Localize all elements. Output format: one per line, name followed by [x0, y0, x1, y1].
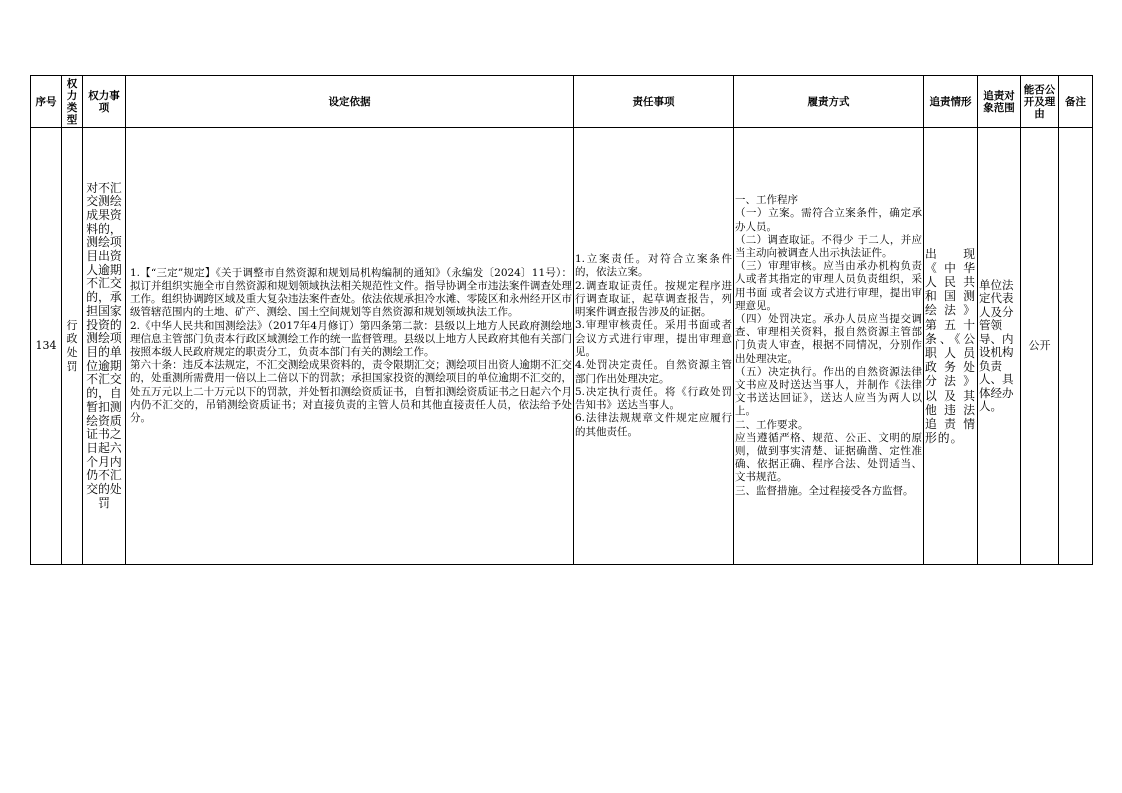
- row-scope: 单位法定代表人及分管领导、内设机构负责人、具体经办人。: [979, 277, 1014, 413]
- header-method: 履责方式: [734, 76, 924, 128]
- header-circumstances: 追责情形: [924, 76, 978, 128]
- duty-item: 4.处罚决定责任。自然资源主管部门作出处理决定。: [575, 359, 732, 385]
- method-line: 二、工作要求。: [735, 418, 809, 431]
- method-line: （四）处罚决定。承办人员应当提交调查、审理相关资料，报自然资源主管部门负责人审查，根据不同情况，分别作出处理决定。: [735, 312, 922, 365]
- cell-basis: [126, 128, 574, 565]
- basis-paragraph: 2.《中华人民共和国测绘法》（2017年4月修订）第四条第二款：县级以上地方人民政府测绘地理信息主管部门负责本行政区域测绘工作的统一监督管理。县级以上地方人民政府其他有关部门按照本级人民政府规定的职责分工，负责本部门有关的测绘工作。: [130, 319, 572, 358]
- header-basis: 设定依据: [126, 76, 574, 128]
- header-scope: 追责对象范围: [978, 76, 1021, 128]
- cell-disclosure: [1021, 128, 1059, 565]
- duty-item: 1.立案责任。对符合立案条件的，依法立案。: [575, 252, 732, 279]
- cell-circumstances: [924, 128, 978, 565]
- method-line: 应当遵循严格、规范、公正、文明的原则，做到事实清楚、证据确凿、定性准确、依据正确、程序合法、处罚适当、文书规范。: [735, 431, 922, 484]
- cell-scope: [978, 128, 1021, 565]
- row-disclosure: 公开: [1028, 339, 1051, 353]
- method-line: 一、工作程序: [735, 194, 798, 207]
- header-remarks: 备注: [1059, 76, 1093, 128]
- row-seq: 134: [35, 339, 57, 353]
- basis-paragraph: 1.【“三定”规定】《关于调整市自然资源和规划局机构编制的通知》（永编发〔2024〕11号）：拟订并组织实施全市自然资源和规划领域执法相关规范性文件。指导协调全市违法案件调查处理工作。组织协调跨区域及重大复杂违法案件查处。依法依规承担冷水滩、零陵区和永州经开区市级管辖范围内的土地、矿产、测绘、国土空间规划等自然资源和规划领域执法工作。: [130, 266, 572, 319]
- row-power-item: 对不汇交测绘成果资料的，测绘项目出资人逾期不汇交的，承担国家投资的测绘项目的单位逾期不汇交的，自暂扣测绘资质证书之日起六个月内仍不汇交的处罚: [86, 180, 122, 510]
- cell-power-type: [62, 128, 83, 565]
- row-power-type: 行政处罚: [66, 318, 78, 373]
- header-row: [31, 76, 1093, 128]
- table-row: [31, 128, 1093, 565]
- method-line: （二）调查取证。不得少 于二人，并应当主动向被调查人出示执法证件。: [735, 233, 922, 259]
- responsibility-table: [30, 75, 1093, 565]
- method-line: 三、监督措施。全过程接受各方监督。: [735, 484, 914, 497]
- duty-item: 6.法律法规规章文件规定应履行的其他责任。: [575, 412, 732, 438]
- basis-paragraph: 第六十条：违反本法规定，不汇交测绘成果资料的，责令限期汇交；测绘项目出资人逾期不汇交的，处重测所需费用一倍以上二倍以下的罚款；承担国家投资的测绘项目的单位逾期不汇交的，处五万元以上二十万元以下的罚款，并处暂扣测绘资质证书，自暂扣测绘资质证书之日起六个月内仍不汇交的，吊销测绘资质证书；对直接负责的主管人员和其他直接责任人员，依法给予处分。: [130, 359, 572, 425]
- method-line: （三）审理审核。应当由承办机构负责人或者其指定的审理人员负责组织，采用书面 或者会议方式进行审理，提出审理意见。: [735, 260, 922, 312]
- cell-power-item: [83, 128, 126, 565]
- cell-remarks: [1059, 128, 1093, 565]
- method-line: （一）立案。需符合立案条件，确定承办人员。: [735, 207, 922, 233]
- duty-item: 5.决定执行责任。将《行政处罚告知书》送达当事人。: [575, 385, 732, 412]
- cell-duties: [574, 128, 734, 565]
- header-duties: 责任事项: [574, 76, 734, 128]
- header-disclosure: 能否公开及理由: [1021, 76, 1059, 128]
- row-circumstances: 出现《中华人民共和国测绘法》第五十条、《公职人员政务处分法》以及其他违法追责情形的。: [925, 246, 976, 446]
- cell-seq: [31, 128, 62, 565]
- header-power-type: 权力类型: [62, 76, 83, 128]
- method-line: （五）决定执行。作出的自然资源法律文书应及时送达当事人，并制作《法律文书送达回证》，送达人应当为两人以上。: [735, 365, 922, 418]
- cell-method: [734, 128, 924, 565]
- duty-item: 3.审理审核责任。采用书面或者会议方式进行审理，提出审理意见。: [575, 319, 732, 358]
- header-seq: 序号: [31, 76, 62, 128]
- duty-item: 2.调查取证责任。按规定程序进行调查取证，起草调查报告，列明案件调查报告涉及的证据。: [575, 279, 732, 319]
- header-power-item: 权力事项: [83, 76, 126, 128]
